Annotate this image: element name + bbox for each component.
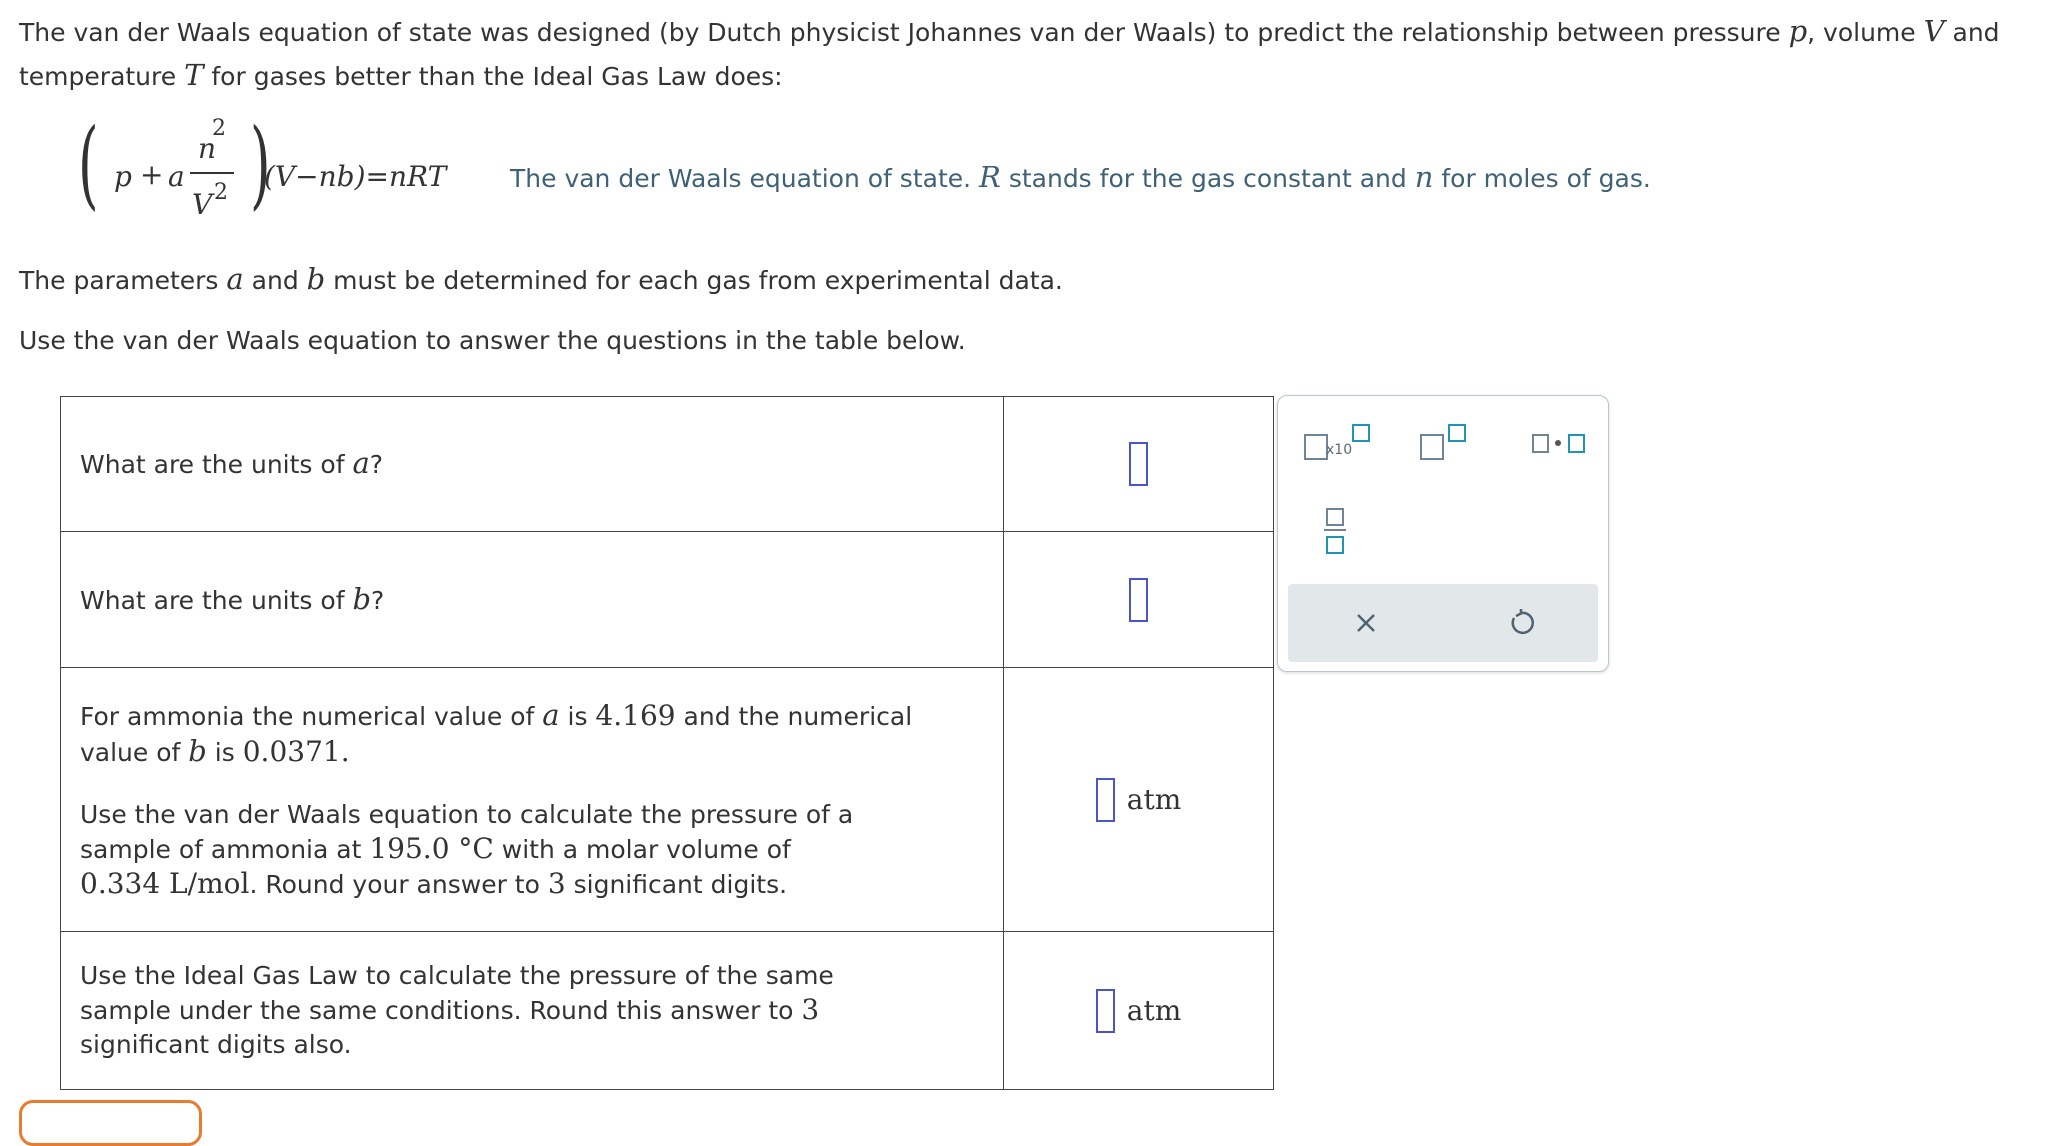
left-paren: (: [78, 108, 99, 220]
question-text: . Round your answer to: [249, 869, 548, 899]
square-icon: [1420, 434, 1444, 460]
eq-numerator-exp: 2: [212, 116, 226, 141]
square-icon: [1568, 434, 1585, 453]
caption-text: stands for the gas constant and: [1000, 164, 1415, 193]
right-paren: ): [250, 108, 271, 220]
var-V: V: [1923, 14, 1945, 48]
unit-atm: atm: [1126, 783, 1182, 816]
caption-text: The van der Waals equation of state.: [510, 164, 980, 193]
caption-text: for moles of gas.: [1433, 164, 1651, 193]
value-b: 0.0371: [242, 734, 341, 768]
var-a: a: [352, 446, 370, 480]
question-text: is: [559, 701, 596, 731]
undo-button[interactable]: [1443, 584, 1598, 662]
intro-text: and: [1944, 18, 2000, 47]
var-a: a: [226, 262, 244, 296]
question-cell: [61, 532, 1004, 668]
eq-numerator: n: [198, 132, 217, 165]
question-text: with a molar volume of: [493, 834, 791, 864]
sig-digits: 3: [801, 993, 820, 1026]
eq-denominator: V: [192, 188, 213, 221]
x10-label: x10: [1326, 442, 1353, 458]
value-a: 4.169: [595, 698, 676, 732]
parameters-paragraph: [19, 258, 1063, 302]
math-tool-palette: [1277, 395, 1609, 672]
answer-cell: [1004, 532, 1274, 668]
question-text: Use the van der Waals equation to calculate the pressure of a: [80, 799, 854, 829]
question-text: ?: [371, 585, 385, 615]
var-n: n: [1414, 160, 1434, 194]
van-der-waals-equation: [78, 108, 538, 234]
answer-cell: [1004, 397, 1274, 532]
scientific-notation-button[interactable]: [1304, 424, 1364, 464]
question-text: ?: [369, 450, 384, 479]
question-table: [60, 396, 1274, 1090]
answer-cell: [1004, 668, 1274, 932]
question-text: sample of ammonia at: [80, 834, 370, 864]
fraction-bar-icon: [1324, 529, 1346, 531]
intro-text: , volume: [1807, 18, 1924, 47]
question-text: What are the units of: [80, 585, 353, 615]
var-b: b: [188, 733, 207, 768]
eq-a: a: [168, 160, 185, 193]
clear-button[interactable]: [1288, 584, 1443, 662]
question-text: significant digits.: [565, 869, 788, 899]
question-text: sample under the same conditions. Round this answer to: [80, 996, 802, 1025]
fraction-bar: [190, 172, 234, 174]
instruction-paragraph: Use the van der Waals equation to answer the questions in the table below.: [19, 326, 966, 355]
dot-icon: [1555, 440, 1561, 446]
temperature-value: 195.0 °C: [369, 831, 494, 865]
close-icon: [1351, 608, 1381, 638]
question-text: value of: [80, 737, 189, 767]
ideal-pressure-input[interactable]: [1096, 989, 1115, 1033]
eq-rhs: (V−nb)=nRT: [264, 160, 447, 193]
denominator-square-icon: [1326, 536, 1344, 554]
unit-atm: atm: [1126, 994, 1182, 1027]
question-cell: [61, 932, 1004, 1090]
units-a-input[interactable]: [1129, 442, 1148, 486]
answer-cell: [1004, 932, 1274, 1090]
question-text: is: [206, 737, 243, 767]
var-p: p: [1788, 14, 1808, 48]
table-row: [61, 668, 1274, 932]
multiply-dot-button[interactable]: [1532, 432, 1586, 456]
molar-volume-value: 0.334 L/mol: [80, 866, 250, 900]
check-button[interactable]: [19, 1100, 202, 1146]
table-row: [61, 532, 1274, 668]
params-text: must be determined for each gas from experimental data.: [325, 266, 1063, 295]
question-cell: [61, 397, 1004, 532]
sig-digits: 3: [547, 866, 566, 900]
params-text: and: [243, 266, 307, 295]
var-b: b: [352, 581, 372, 616]
var-T: T: [184, 58, 204, 92]
eq-denominator-exp: 2: [214, 180, 228, 205]
var-b: b: [306, 262, 326, 296]
params-text: The parameters: [19, 266, 227, 295]
tool-actions-bar: [1288, 584, 1598, 662]
square-icon: [1532, 434, 1549, 453]
question-text: significant digits also.: [80, 1030, 352, 1059]
equation-caption: [510, 160, 1651, 194]
question-cell: [61, 668, 1004, 932]
numerator-square-icon: [1326, 508, 1344, 526]
square-icon: [1304, 434, 1328, 460]
var-a: a: [542, 697, 560, 732]
ammonia-values: [80, 698, 983, 770]
table-row: [61, 397, 1274, 532]
question-text: and the numerical: [675, 701, 913, 731]
vdw-pressure-input[interactable]: [1096, 778, 1115, 822]
intro-text: temperature: [19, 62, 185, 91]
superscript-button[interactable]: [1420, 424, 1470, 464]
intro-paragraph: [19, 10, 2000, 98]
eq-plus: +: [140, 158, 164, 191]
fraction-button[interactable]: [1324, 508, 1348, 556]
table-row: [61, 932, 1274, 1090]
vdw-pressure-question: [80, 798, 983, 902]
undo-icon: [1506, 608, 1536, 638]
var-R: R: [979, 160, 1001, 194]
intro-text: for gases better than the Ideal Gas Law does:: [203, 62, 783, 91]
question-text: .: [340, 734, 350, 768]
eq-p: p: [114, 160, 132, 193]
intro-text: The van der Waals equation of state was designed (by Dutch physicist Johannes van der Waals) to predict the relationship between pressure: [19, 18, 1789, 47]
question-text: What are the units of: [80, 450, 353, 479]
equation-row: [78, 108, 1778, 234]
exponent-square-icon: [1352, 424, 1370, 442]
units-b-input[interactable]: [1129, 578, 1148, 622]
question-text: For ammonia the numerical value of: [80, 701, 543, 731]
exponent-square-icon: [1448, 424, 1466, 442]
question-text: Use the Ideal Gas Law to calculate the pressure of the same: [80, 961, 834, 990]
